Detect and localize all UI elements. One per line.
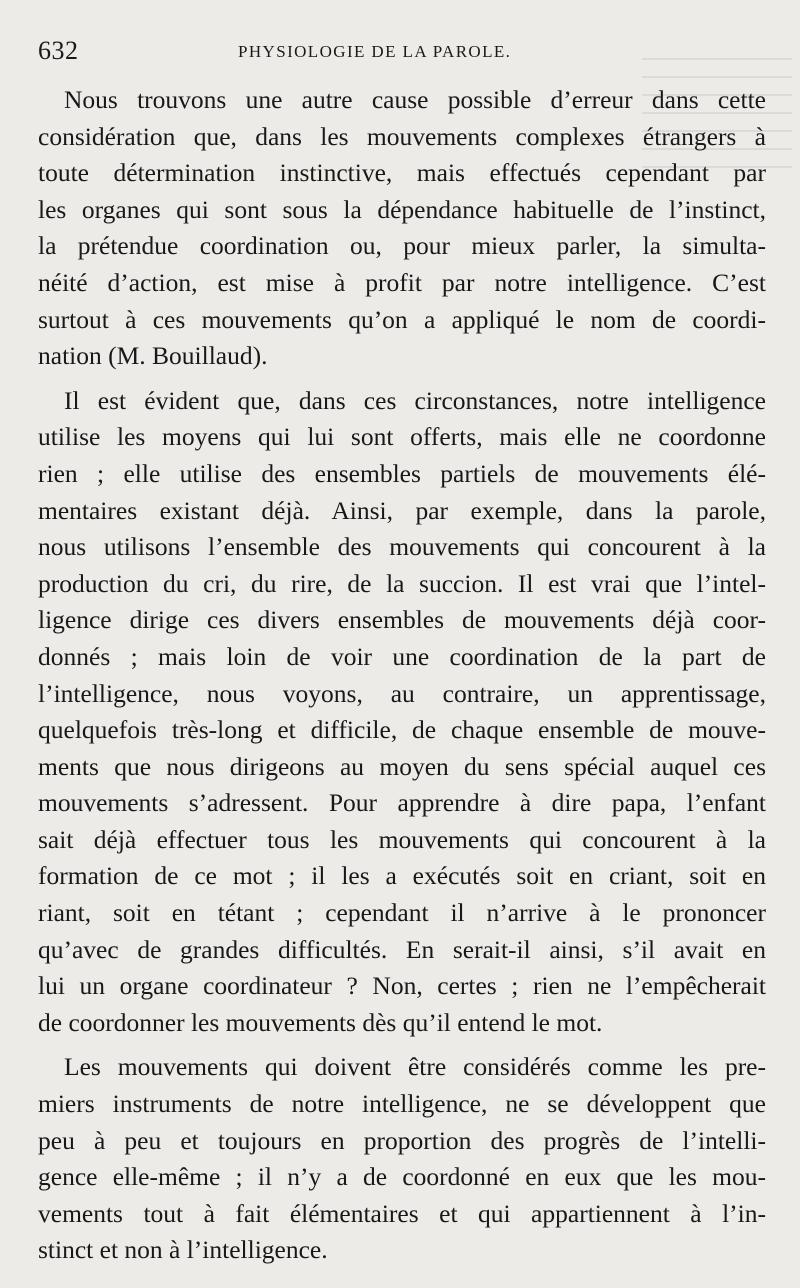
text-line: ligence dirige ces divers ensembles de mouvements déjà coor- xyxy=(38,605,766,635)
text-line: Nous trouvons une autre cause possible d’erreur dans cette xyxy=(64,85,766,114)
text-line: lui un organe coordinateur ? Non, certes ; rien ne l’empêcherait xyxy=(38,971,766,1001)
paragraph xyxy=(38,383,766,1042)
text-line: stinct et non à l’intelligence. xyxy=(38,1235,328,1265)
text-line: qu’avec de grandes difficultés. En serait-il ainsi, s’il avait en xyxy=(38,934,766,964)
text-line: nous utilisons l’ensemble des mouvements qui concourent à la xyxy=(38,532,766,562)
text-line: vements tout à fait élémentaires et qui appartiennent à l’in- xyxy=(38,1198,766,1228)
text-line: peu à peu et toujours en proportion des progrès de l’intelli- xyxy=(38,1125,766,1155)
text-line: de coordonner les mouvements dès qu’il entend le mot. xyxy=(38,1007,603,1037)
paragraph xyxy=(38,1049,766,1269)
text-line: considération que, dans les mouvements complexes étrangers à xyxy=(38,121,766,151)
text-line: mentaires existant déjà. Ainsi, par exemple, dans la parole, xyxy=(38,495,766,525)
text-line: donnés ; mais loin de voir une coordination de la part de xyxy=(38,641,766,671)
text-line: miers instruments de notre intelligence, ne se développent que xyxy=(38,1089,766,1119)
text-line: quelquefois très-long et difficile, de chaque ensemble de mouve- xyxy=(38,715,766,745)
text-line: néité d’action, est mise à profit par notre intelligence. C’est xyxy=(38,267,766,297)
text-line: les organes qui sont sous la dépendance habituelle de l’instinct, xyxy=(38,194,766,224)
text-line: toute détermination instinctive, mais effectués cependant par xyxy=(38,158,766,188)
text-line: production du cri, du rire, de la succion. Il est vrai que l’intel- xyxy=(38,568,766,598)
text-line: Il est évident que, dans ces circonstances, notre intelligence xyxy=(64,385,766,415)
text-line: sait déjà effectuer tous les mouvements qui concourent à la xyxy=(38,824,766,854)
text-line: utilise les moyens qui lui sont offerts, mais elle ne coordonne xyxy=(38,422,766,452)
page-number: 632 xyxy=(38,36,79,65)
text-line: Les mouvements qui doivent être considérés comme les pre- xyxy=(64,1052,766,1082)
text-line: rien ; elle utilise des ensembles partiels de mouvements élé- xyxy=(38,458,766,488)
text-line: riant, soit en tétant ; cependant il n’arrive à le prononcer xyxy=(38,898,766,928)
page-header xyxy=(38,36,762,70)
text-line: formation de ce mot ; il les a exécutés soit en criant, soit en xyxy=(38,861,766,891)
text-line: nation (M. Bouillaud). xyxy=(38,341,268,371)
text-line: ments que nous dirigeons au moyen du sens spécial auquel ces xyxy=(38,751,766,781)
text-line: l’intelligence, nous voyons, au contraire, un apprentissage, xyxy=(38,678,766,708)
text-line: mouvements s’adressent. Pour apprendre à dire papa, l’enfant xyxy=(38,788,766,818)
text-line: la prétendue coordination ou, pour mieux parler, la simulta- xyxy=(38,231,766,261)
text-line: surtout à ces mouvements qu’on a appliqué le nom de coordi- xyxy=(38,304,766,334)
text-line: gence elle-même ; il n’y a de coordonné en eux que les mou- xyxy=(38,1162,766,1192)
body-text xyxy=(38,82,766,1269)
paragraph xyxy=(38,82,766,375)
running-head: PHYSIOLOGIE DE LA PAROLE. xyxy=(238,42,512,61)
